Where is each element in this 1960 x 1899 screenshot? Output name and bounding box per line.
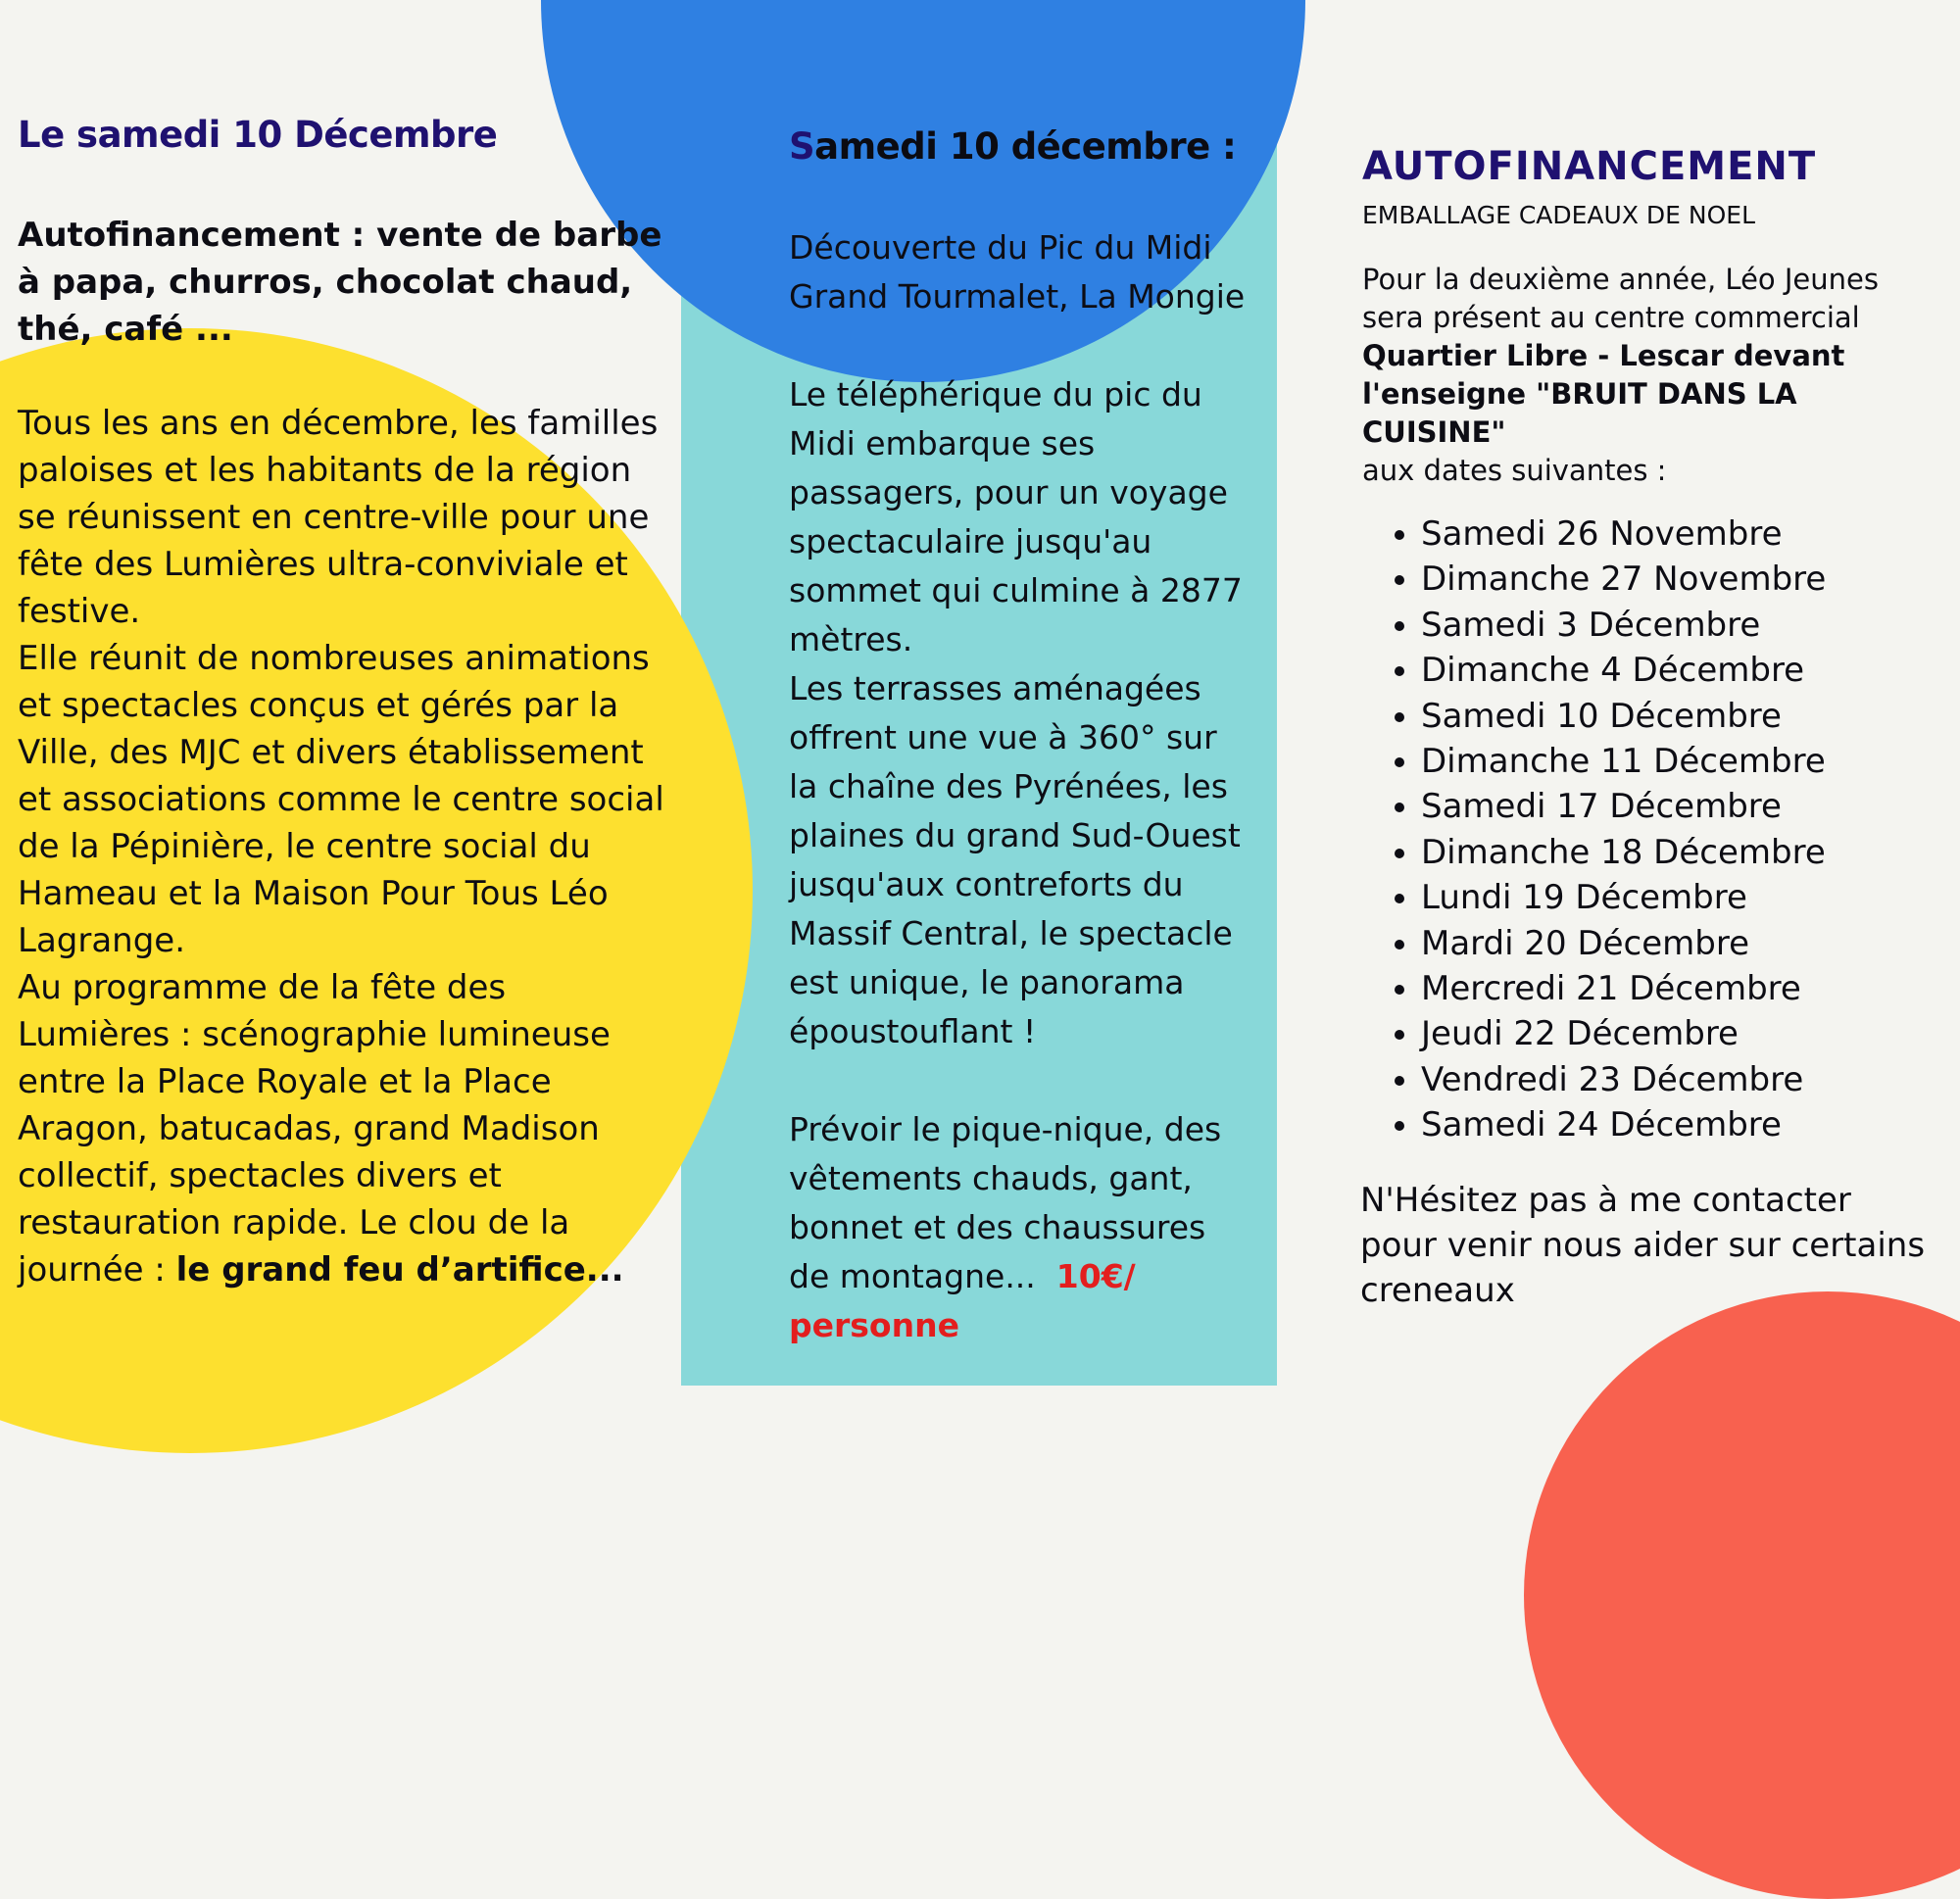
col3-subtitle: EMBALLAGE CADEAUX DE NOEL: [1362, 201, 1756, 229]
col3-intro-text: Pour la deuxième année, Léo Jeunes sera présent au centre commercial: [1362, 263, 1879, 334]
col2-paragraph-1: Le téléphérique du pic du Midi embarque ses passagers, pour un voyage spectaculaire jusqu'au sommet qui culmine à 2877 mètres.: [789, 375, 1243, 658]
col1-autofinancement: Autofinancement : vente de barbe à papa, churros, chocolat chaud, thé, café ...: [18, 216, 662, 349]
date-list-item: • Jeudi 22 Décembre: [1421, 1011, 1931, 1056]
date-list-item: • Lundi 19 Décembre: [1421, 875, 1931, 920]
date-list-item: • Samedi 17 Décembre: [1421, 784, 1931, 829]
col3-intro-location: Quartier Libre - Lescar devant l'enseigne "BRUIT DANS LA CUISINE": [1362, 339, 1845, 449]
col2-place: Découverte du Pic du Midi Grand Tourmalet, La Mongie: [789, 228, 1246, 316]
date-list-item: • Dimanche 4 Décembre: [1421, 648, 1931, 693]
col1-paragraph-3: [18, 964, 664, 1293]
date-list-item: • Samedi 26 Novembre: [1421, 511, 1931, 557]
col2-price: 10€/ personne: [789, 1257, 1136, 1344]
col2-title-rest: amedi 10 décembre :: [814, 125, 1237, 168]
date-list-item: • Dimanche 27 Novembre: [1421, 557, 1931, 602]
col3-intro: [1362, 261, 1931, 490]
col2-paragraph-2: Les terrasses aménagées offrent une vue à 360° sur la chaîne des Pyrénées, les plaines du grand Sud-Ouest jusqu'aux contreforts du Massif Central, le spectacle est unique, le panorama époustouflant !: [789, 669, 1241, 1050]
col1-paragraph-1: Tous les ans en décembre, les familles paloises et les habitants de la région se réunissent en centre-ville pour une fête des Lumières ultra-conviviale et festive.: [18, 404, 659, 631]
date-list-item: • Samedi 3 Décembre: [1421, 603, 1931, 648]
col3-outro: N'Hésitez pas à me contacter pour venir nous aider sur certains creneaux: [1360, 1180, 1926, 1310]
col1-paragraph-3-text: Au programme de la fête des Lumières : scénographie lumineuse entre la Place Royale et la Place Aragon, batucadas, grand Madison collectif, spectacles divers et restauration rapide. Le clou de la journée :: [18, 968, 611, 1290]
dates-list: [1362, 511, 1931, 1148]
col1-title: Le samedi 10 Décembre: [18, 114, 498, 156]
date-list-item: • Samedi 10 Décembre: [1421, 694, 1931, 739]
col2-title-initial: S: [789, 125, 815, 168]
column-fete-des-lumieres: [18, 106, 664, 1293]
col3-intro-end: aux dates suivantes :: [1362, 454, 1667, 487]
date-list-item: • Dimanche 11 Décembre: [1421, 739, 1931, 784]
col2-title: [789, 120, 1250, 174]
date-list-item: • Mercredi 21 Décembre: [1421, 966, 1931, 1011]
date-list-item: • Samedi 24 Décembre: [1421, 1102, 1931, 1147]
col2-paragraph-3: [789, 1105, 1250, 1350]
column-autofinancement: [1362, 135, 1931, 1313]
column-pic-du-midi: [789, 120, 1250, 1350]
col2-paragraph-3-text: Prévoir le pique-nique, des vêtements chauds, gant, bonnet et des chaussures de montagne...: [789, 1110, 1222, 1295]
date-list-item: • Dimanche 18 Décembre: [1421, 830, 1931, 875]
col1-paragraph-2: Elle réunit de nombreuses animations et spectacles conçus et gérés par la Ville, des MJC et divers établissement et associations comme le centre social de la Pépinière, le centre social du Hameau et la Maison Pour Tous Léo Lagrange.: [18, 639, 664, 960]
col1-fireworks: le grand feu d’artifice...: [175, 1250, 624, 1290]
col3-title: AUTOFINANCEMENT: [1362, 144, 1817, 189]
date-list-item: • Vendredi 23 Décembre: [1421, 1057, 1931, 1102]
date-list-item: • Mardi 20 Décembre: [1421, 921, 1931, 966]
red-circle-decoration: [1524, 1291, 1960, 1899]
